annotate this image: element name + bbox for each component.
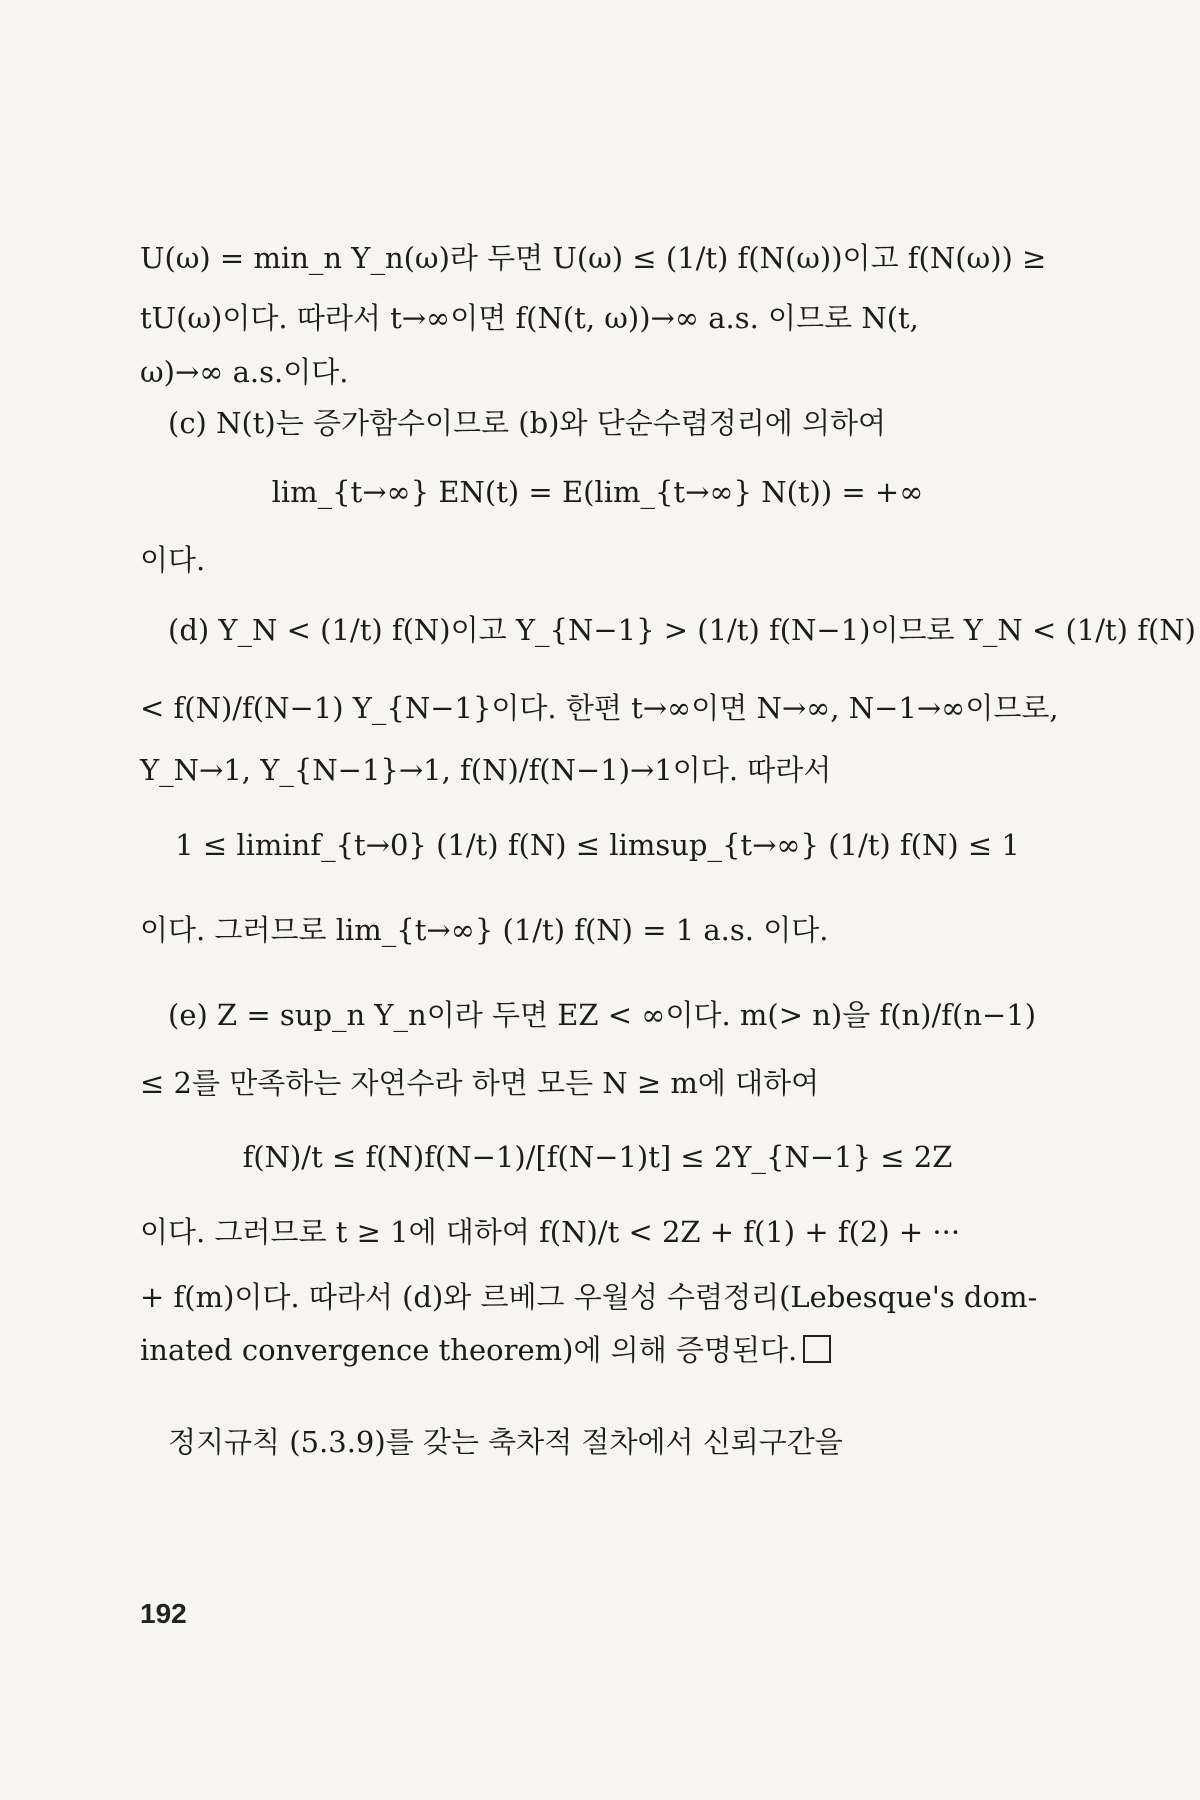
display-equation: lim_{t→∞} EN(t) = E(lim_{t→∞} N(t)) = +∞ — [271, 475, 924, 509]
qed-box-icon — [803, 1335, 831, 1363]
text-line-content: inated convergence theorem)에 의해 증명된다. — [140, 1333, 798, 1367]
text-line: ≤ 2를 만족하는 자연수라 하면 모든 N ≥ m에 대하여 — [140, 1066, 820, 1100]
text-line: < f(N)/f(N−1) Y_{N−1}이다. 한편 t→∞이면 N→∞, N−1→∞이므로, — [140, 691, 1059, 725]
display-equation: 1 ≤ liminf_{t→0} (1/t) f(N) ≤ limsup_{t→∞} (1/t) f(N) ≤ 1 — [175, 828, 1020, 862]
text-line: 정지규칙 (5.3.9)를 갖는 축차적 절차에서 신뢰구간을 — [168, 1425, 843, 1459]
text-line: 이다. — [140, 543, 206, 577]
text-line: 이다. 그러므로 t ≥ 1에 대하여 f(N)/t < 2Z + f(1) + f(2) + ··· — [140, 1215, 961, 1249]
page-number: 192 — [140, 1598, 187, 1629]
text-line: U(ω) = min_n Y_n(ω)라 두면 U(ω) ≤ (1/t) f(N(ω))이고 f(N(ω)) ≥ — [140, 241, 1047, 275]
text-line: Y_N→1, Y_{N−1}→1, f(N)/f(N−1)→1이다. 따라서 — [140, 753, 832, 787]
text-line: tU(ω)이다. 따라서 t→∞이면 f(N(t, ω))→∞ a.s. 이므로 N(t, — [140, 301, 919, 335]
text-line: (e) Z = sup_n Y_n이라 두면 EZ < ∞이다. m(> n)을 f(n)/f(n−1) — [168, 998, 1037, 1032]
display-equation: f(N)/t ≤ f(N)f(N−1)/[f(N−1)t] ≤ 2Y_{N−1} ≤ 2Z — [242, 1140, 953, 1174]
text-line: ω)→∞ a.s.이다. — [140, 355, 349, 389]
text-line: + f(m)이다. 따라서 (d)와 르베그 우월성 수렴정리(Lebesque's dom- — [140, 1280, 1038, 1314]
text-line: (d) Y_N < (1/t) f(N)이고 Y_{N−1} > (1/t) f(N−1)이므로 Y_N < (1/t) f(N) — [168, 613, 1196, 647]
text-line — [140, 1330, 1055, 1370]
text-line: (c) N(t)는 증가함수이므로 (b)와 단순수렴정리에 의하여 — [168, 406, 887, 440]
text-line: 이다. 그러므로 lim_{t→∞} (1/t) f(N) = 1 a.s. 이다. — [140, 913, 829, 947]
